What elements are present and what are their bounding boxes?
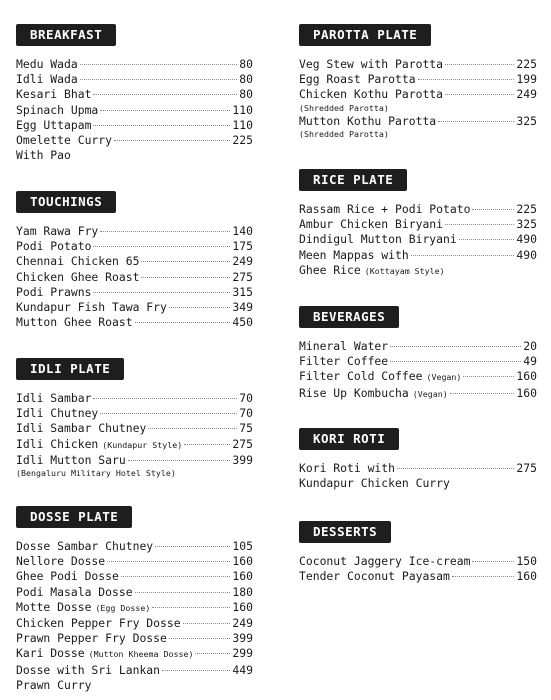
menu-item-row — [16, 118, 253, 133]
menu-item — [16, 391, 253, 406]
dot-leader — [390, 361, 521, 362]
dot-leader — [390, 346, 521, 347]
item-name-continued-text: Ghee Rice — [299, 262, 361, 277]
menu-item — [16, 315, 253, 330]
item-price: 275 — [232, 269, 253, 284]
menu-item — [16, 224, 253, 239]
dot-leader — [195, 653, 230, 654]
menu-item-row — [16, 133, 253, 148]
item-price: 140 — [232, 224, 253, 238]
item-list — [299, 339, 537, 402]
item-price: 160 — [232, 554, 253, 569]
menu-item — [16, 254, 253, 269]
dot-leader — [459, 239, 515, 240]
dot-leader — [169, 307, 231, 308]
item-note: (Vegan) — [412, 388, 448, 399]
dot-leader — [135, 322, 231, 323]
menu-item-row — [299, 554, 537, 569]
dot-leader — [141, 261, 230, 262]
menu-item — [16, 406, 253, 421]
item-name: Idli Chicken — [16, 436, 99, 451]
menu-item-row — [299, 57, 537, 72]
menu-item — [16, 631, 253, 646]
menu-item — [16, 554, 253, 569]
item-subnote: (Shredded Parotta) — [299, 102, 389, 113]
menu-item — [16, 87, 253, 102]
item-name: Kori Roti with — [299, 461, 396, 475]
item-name: Idli Sambar — [16, 391, 92, 405]
menu-item — [299, 461, 537, 491]
dot-leader — [93, 94, 237, 95]
menu-item-row — [16, 254, 253, 269]
menu-item-row — [16, 437, 253, 453]
menu-item — [16, 616, 253, 631]
menu-item-row — [16, 72, 253, 87]
section-title: TOUCHINGS — [16, 191, 116, 213]
item-name: Rassam Rice + Podi Potato — [299, 202, 471, 216]
item-name: Ghee Podi Dosse — [16, 569, 119, 584]
menu-item — [299, 354, 537, 369]
menu-item — [16, 103, 253, 118]
menu-item-row — [16, 569, 253, 584]
dot-leader — [152, 607, 230, 608]
item-name: Dosse with Sri Lankan — [16, 662, 161, 677]
item-price: 199 — [516, 72, 537, 87]
menu-item-row — [16, 87, 253, 102]
item-name-continued — [16, 678, 253, 693]
section-kori-roti — [299, 428, 537, 491]
menu-item-row — [16, 391, 253, 406]
item-price: 20 — [523, 339, 537, 353]
menu-item — [299, 217, 537, 232]
section-parotta-plate — [299, 24, 537, 140]
menu-item — [16, 118, 253, 133]
item-price: 75 — [239, 421, 253, 436]
dot-leader — [121, 576, 231, 577]
menu-item-row — [16, 421, 253, 436]
item-price: 160 — [516, 569, 537, 584]
section-breakfast — [16, 24, 253, 163]
item-price: 299 — [232, 646, 253, 661]
menu-item-row — [16, 57, 253, 72]
menu-item — [16, 646, 253, 662]
dot-leader — [450, 393, 515, 394]
item-name: Chennai Chicken 65 — [16, 254, 140, 269]
menu-item-row — [16, 270, 253, 285]
menu-item-row — [16, 585, 253, 600]
dot-leader — [183, 623, 231, 624]
item-price: 225 — [232, 133, 253, 148]
section-title: DESSERTS — [299, 521, 391, 543]
item-price: 275 — [232, 436, 253, 451]
dot-leader — [141, 277, 230, 278]
dot-leader — [445, 224, 514, 225]
item-price: 450 — [232, 315, 253, 330]
item-name-continued-text: Kundapur Chicken Curry — [299, 476, 450, 491]
menu-item-row — [299, 217, 537, 232]
dot-leader — [107, 561, 230, 562]
item-list — [299, 554, 537, 584]
item-subnote: (Shredded Parotta) — [299, 128, 389, 139]
item-name: Motte Dosse — [16, 599, 92, 614]
item-name: Yam Rawa Fry — [16, 224, 99, 238]
section-title: IDLI PLATE — [16, 358, 124, 380]
section-touchings — [16, 191, 253, 330]
menu-item-row — [16, 315, 253, 330]
section-rice-plate — [299, 169, 537, 279]
dot-leader — [452, 576, 515, 577]
menu-item-row — [299, 461, 537, 476]
menu-item — [16, 421, 253, 436]
menu-item — [16, 57, 253, 72]
menu-item-row — [16, 539, 253, 554]
section-title: PAROTTA PLATE — [299, 24, 431, 46]
item-price: 180 — [232, 584, 253, 599]
menu-item-row — [16, 631, 253, 646]
item-note: (Vegan) — [426, 372, 462, 383]
item-price: 160 — [232, 569, 253, 584]
menu-item-row — [299, 339, 537, 354]
item-name-continued — [299, 263, 537, 279]
dot-leader — [114, 140, 230, 141]
dot-leader — [100, 110, 230, 111]
section-title: RICE PLATE — [299, 169, 407, 191]
item-name-continued — [299, 476, 537, 491]
item-price: 105 — [232, 539, 253, 553]
menu-item-row — [299, 369, 537, 385]
dot-leader — [100, 231, 230, 232]
item-price: 160 — [516, 369, 537, 384]
item-price: 325 — [516, 217, 537, 232]
item-name: Prawn Pepper Fry Dosse — [16, 631, 167, 646]
item-name: Nellore Dosse — [16, 554, 106, 569]
item-name: Rise Up Kombucha — [299, 385, 409, 400]
dot-leader — [93, 246, 230, 247]
section-desserts — [299, 521, 537, 584]
menu-item — [299, 339, 537, 354]
item-name: Spinach Upma — [16, 102, 99, 117]
dot-leader — [397, 468, 514, 469]
menu-item — [16, 239, 253, 254]
dot-leader — [93, 125, 230, 126]
item-name: Mineral Water — [299, 339, 389, 353]
item-note: (Mutton Kheema Dosse) — [88, 649, 194, 660]
item-name: Idli Chutney — [16, 406, 99, 421]
item-price: 80 — [239, 72, 253, 87]
dot-leader — [438, 121, 514, 122]
menu-item-row — [299, 232, 537, 247]
item-name: Chicken Kothu Parotta — [299, 87, 444, 102]
menu-item — [299, 57, 537, 72]
item-price: 325 — [516, 113, 537, 128]
item-list — [16, 57, 253, 163]
dot-leader — [80, 79, 238, 80]
dot-leader — [80, 64, 238, 65]
menu-item — [299, 386, 537, 402]
item-price: 175 — [232, 239, 253, 254]
item-name-continued — [16, 148, 253, 163]
item-price: 275 — [516, 461, 537, 475]
item-name: Egg Roast Parotta — [299, 72, 416, 87]
item-price: 349 — [232, 300, 253, 315]
item-note: (Kundapur Style) — [102, 439, 183, 450]
menu-item — [16, 72, 253, 87]
menu-item-row — [299, 386, 537, 402]
item-price: 160 — [232, 599, 253, 614]
item-name: Kesari Bhat — [16, 87, 92, 102]
item-list — [16, 539, 253, 693]
item-price: 150 — [516, 554, 537, 568]
dot-leader — [93, 292, 230, 293]
dot-leader — [135, 592, 231, 593]
section-idli-plate — [16, 358, 253, 479]
menu-item — [299, 232, 537, 247]
item-name: Idli Mutton Saru — [16, 452, 126, 467]
menu-item — [299, 202, 537, 217]
section-dosse-plate — [16, 506, 253, 693]
menu-item-row — [299, 248, 537, 263]
item-list — [16, 391, 253, 479]
menu-item-row — [16, 663, 253, 678]
dot-leader — [148, 428, 237, 429]
item-price: 490 — [516, 232, 537, 247]
item-name: Mutton Kothu Parotta — [299, 113, 437, 128]
item-list — [299, 461, 537, 491]
menu-item — [16, 600, 253, 616]
item-name: Filter Cold Coffee — [299, 369, 423, 384]
menu-item-row — [16, 453, 253, 468]
dot-leader — [162, 670, 230, 671]
item-name: Podi Prawns — [16, 284, 92, 299]
item-price: 399 — [232, 631, 253, 646]
menu-item-row — [16, 646, 253, 662]
item-name: Veg Stew with Parotta — [299, 57, 444, 71]
item-price: 160 — [516, 385, 537, 400]
menu-item — [299, 554, 537, 569]
section-title: DOSSE PLATE — [16, 506, 132, 528]
section-title: KORI ROTI — [299, 428, 399, 450]
item-name-continued-text: With Pao — [16, 148, 71, 163]
menu-item — [299, 87, 537, 113]
item-name: Filter Coffee — [299, 354, 389, 369]
item-price: 225 — [516, 202, 537, 216]
dot-leader — [445, 64, 514, 65]
item-subnote: (Bengaluru Military Hotel Style) — [16, 468, 176, 479]
dot-leader — [128, 460, 231, 461]
item-name: Medu Wada — [16, 57, 78, 71]
item-list — [16, 224, 253, 330]
item-price: 490 — [516, 247, 537, 262]
item-name: Kundapur Fish Tawa Fry — [16, 300, 167, 315]
item-price: 70 — [239, 391, 253, 405]
item-price: 249 — [232, 254, 253, 269]
menu-item-row — [16, 616, 253, 631]
item-name: Ambur Chicken Biryani — [299, 217, 444, 232]
menu-item-row — [16, 224, 253, 239]
item-name: Tender Coconut Payasam — [299, 569, 450, 584]
item-price: 80 — [239, 87, 253, 102]
item-name-continued-text: Prawn Curry — [16, 677, 92, 692]
menu-item — [299, 72, 537, 87]
item-name: Egg Uttapam — [16, 117, 92, 132]
menu-item — [16, 300, 253, 315]
item-name: Podi Potato — [16, 239, 92, 254]
menu-item — [299, 369, 537, 385]
section-title: BREAKFAST — [16, 24, 116, 46]
dot-leader — [472, 209, 514, 210]
item-name: Coconut Jaggery Ice-cream — [299, 554, 471, 568]
item-price: 449 — [232, 662, 253, 677]
item-note: (Kottayam Style) — [364, 265, 445, 276]
menu-item-row — [299, 72, 537, 87]
dot-leader — [155, 546, 230, 547]
menu-item — [16, 270, 253, 285]
item-name: Chicken Ghee Roast — [16, 269, 140, 284]
item-note: (Egg Dosse) — [95, 602, 151, 613]
item-price: 80 — [239, 57, 253, 71]
menu-item — [16, 663, 253, 693]
item-price: 249 — [232, 616, 253, 631]
item-price: 110 — [232, 117, 253, 132]
dot-leader — [93, 398, 237, 399]
item-name: Mutton Ghee Roast — [16, 315, 133, 330]
dot-leader — [169, 638, 231, 639]
item-price: 399 — [232, 452, 253, 467]
item-name: Omelette Curry — [16, 133, 113, 148]
item-price: 315 — [232, 284, 253, 299]
dot-leader — [411, 255, 515, 256]
item-name: Podi Masala Dosse — [16, 584, 133, 599]
menu-item-row — [299, 87, 537, 102]
item-name: Dosse Sambar Chutney — [16, 539, 154, 553]
item-price: 70 — [239, 406, 253, 421]
menu-item-row — [299, 354, 537, 369]
item-price: 225 — [516, 57, 537, 71]
item-name: Chicken Pepper Fry Dosse — [16, 616, 181, 631]
item-price: 249 — [516, 87, 537, 102]
dot-leader — [472, 561, 514, 562]
menu-item — [16, 133, 253, 163]
menu-item — [16, 585, 253, 600]
section-beverages — [299, 306, 537, 402]
menu-item — [16, 453, 253, 479]
dot-leader — [463, 376, 514, 377]
menu-item-row — [16, 406, 253, 421]
item-name: Idli Wada — [16, 72, 78, 87]
menu-item-row — [299, 569, 537, 584]
menu-item — [16, 437, 253, 453]
menu-item-row — [16, 600, 253, 616]
item-list — [299, 202, 537, 279]
menu-item — [16, 539, 253, 554]
item-list — [299, 57, 537, 140]
menu-item-row — [16, 103, 253, 118]
item-price: 49 — [523, 354, 537, 369]
menu-item — [16, 285, 253, 300]
menu-item-row — [16, 285, 253, 300]
menu-item-row — [16, 300, 253, 315]
item-name: Kari Dosse — [16, 646, 85, 661]
menu-item-row — [16, 239, 253, 254]
menu-item — [299, 569, 537, 584]
dot-leader — [418, 79, 515, 80]
menu-item-row — [299, 202, 537, 217]
menu-item — [299, 114, 537, 140]
menu-item — [299, 248, 537, 279]
item-price: 110 — [232, 102, 253, 117]
menu-item-row — [16, 554, 253, 569]
menu-item — [16, 569, 253, 584]
section-title: BEVERAGES — [299, 306, 399, 328]
item-name: Dindigul Mutton Biryani — [299, 232, 457, 247]
dot-leader — [445, 94, 514, 95]
dot-leader — [184, 444, 230, 445]
item-name: Idli Sambar Chutney — [16, 421, 147, 436]
menu-item-row — [299, 114, 537, 129]
item-name: Meen Mappas with — [299, 247, 409, 262]
dot-leader — [100, 413, 237, 414]
